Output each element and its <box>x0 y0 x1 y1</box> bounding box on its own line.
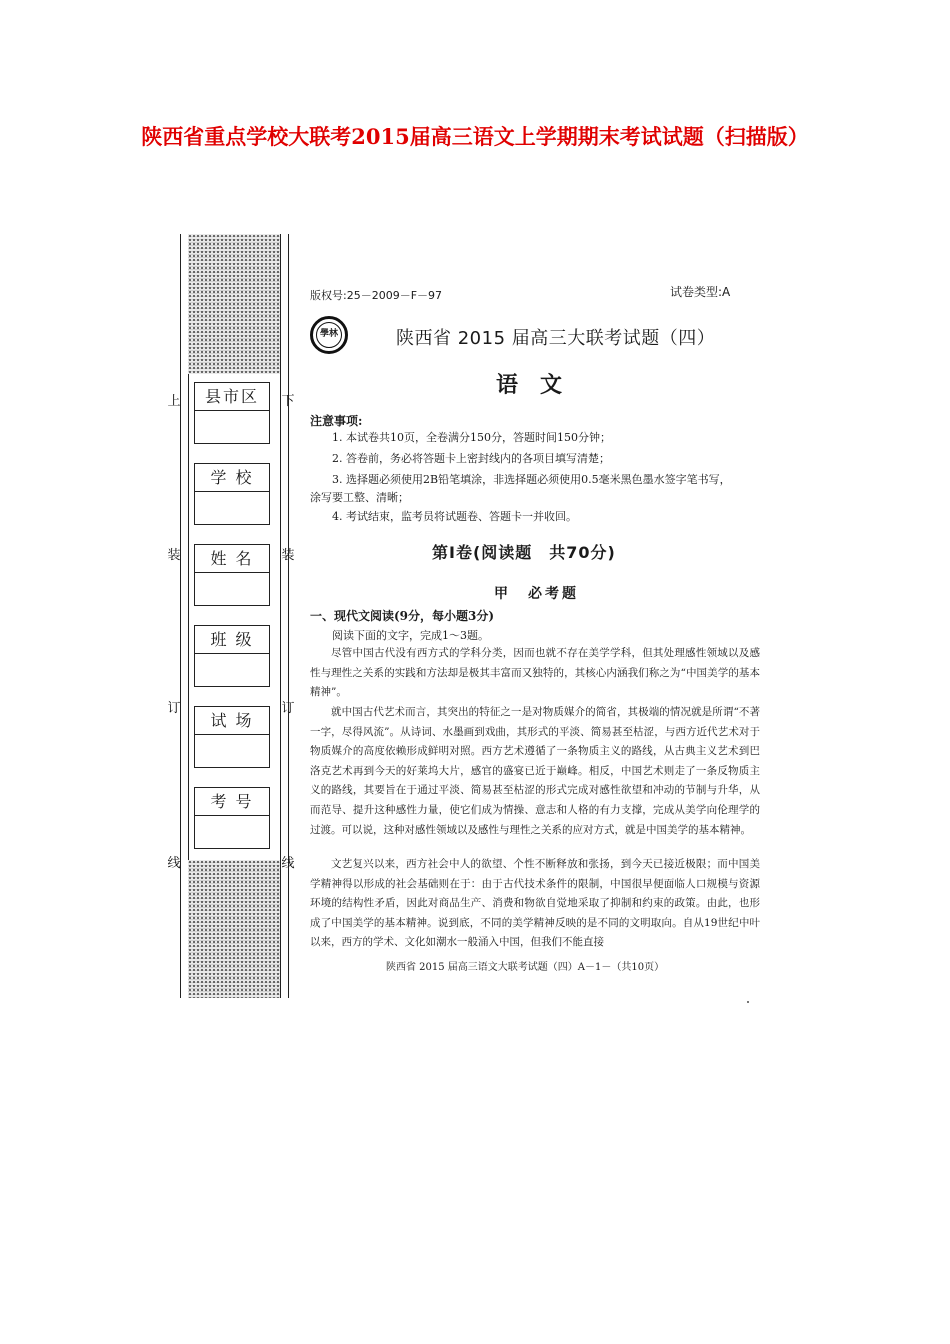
side-label: 装 <box>281 548 295 563</box>
field-county <box>194 382 270 444</box>
note-item: 涂写要工整、清晰； <box>310 491 409 504</box>
binding-pattern-top <box>188 234 280 374</box>
field-school <box>194 463 270 525</box>
paper-type: 试卷类型:A <box>670 285 731 299</box>
binding-line <box>288 234 289 998</box>
seal-text: 學林 <box>316 322 342 348</box>
field-label: 考 号 <box>195 788 269 816</box>
section-title: 第Ⅰ卷(阅读题 共70分) <box>432 543 616 562</box>
field-class <box>194 625 270 687</box>
field-label: 县市区 <box>195 383 269 411</box>
binding-line <box>180 234 181 998</box>
side-label: 订 <box>281 701 295 716</box>
field-label: 姓 名 <box>195 545 269 573</box>
side-label: 上 <box>167 394 181 409</box>
reading-paragraph: 尽管中国古代没有西方式的学科分类，因而也就不存在美学学科，但其处理感性领域以及感性与理性之关系的实践和方法却是极其丰富而又独特的，其核心内涵我们称之为“中国美学的基本精神”。 <box>310 647 760 699</box>
side-label: 下 <box>281 394 295 409</box>
field-exam-room <box>194 706 270 768</box>
binding-line <box>280 234 281 998</box>
page-footer: 陕西省 2015 届高三语文大联考试题（四）A－1－（共10页） <box>386 962 665 973</box>
note-item: 4. 考试结束，监考员将试题卷、答题卡一并收回。 <box>332 510 577 523</box>
scanned-exam-page <box>167 232 770 1002</box>
side-label: 装 <box>167 548 181 563</box>
field-exam-number <box>194 787 270 849</box>
question-heading: 一、现代文阅读(9分，每小题3分) <box>310 609 495 623</box>
side-label: 线 <box>281 856 295 871</box>
document-title: 陕西省重点学校大联考2015届高三语文上学期期末考试试题（扫描版） <box>141 124 809 149</box>
question-instruction: 阅读下面的文字，完成1～3题。 <box>332 629 489 642</box>
note-item: 1. 本试卷共10页，全卷满分150分，答题时间150分钟； <box>332 431 611 444</box>
reading-paragraph: 文艺复兴以来，西方社会中人的欲望、个性不断释放和张扬，到今天已接近极限；而中国美学精神得以形成的社会基础则在于：由于古代技术条件的限制，中国很早便面临人口规模与资源环境的结构性矛盾，因此对商品生产、消费和物欲自觉地采取了抑制和约束的政策。由此，也形成了中国美学的基本精神。说到底，不同的美学精神反映的是不同的文明取向。自从19世纪中叶以来，西方的学术、文化如潮水一般涌入中国，但我们不能直接 <box>310 858 760 949</box>
copyright-number: 版权号:25－2009－F－97 <box>310 289 443 302</box>
section-subtitle: 甲 必考题 <box>494 586 579 602</box>
notes-heading: 注意事项: <box>310 414 363 428</box>
field-label: 试 场 <box>195 707 269 735</box>
reading-paragraph: 就中国古代艺术而言，其突出的特征之一是对物质媒介的简省，其极端的情况就是所谓“不著一字，尽得风流”。从诗词、水墨画到戏曲，其形式的平淡、简易甚至枯涩，与西方近代艺术对于物质媒介的高度依赖形成鲜明对照。西方艺术遵循了一条物质主义的路线，从古典主义艺术到巴洛克艺术再到今天的好莱坞大片，感官的盛宴已近于巅峰。相反，中国艺术则走了一条反物质主义的路线，其要旨在于通过平淡、简易甚至枯涩的形式完成对感性欲望和冲动的节制与升华，从而范导、提升这种感性力量，使它们成为情操、意志和人格的有力支撑，完成从美学向伦理学的过渡。可以说，这种对感性领域以及感性与理性之关系的应对方式，就是中国美学的基本精神。 <box>310 706 760 836</box>
seal-logo <box>310 316 348 354</box>
scan-speck <box>747 1001 749 1003</box>
subject-title: 语文 <box>496 372 585 398</box>
exam-title: 陕西省 2015 届高三大联考试题（四） <box>396 328 716 349</box>
field-name <box>194 544 270 606</box>
field-label: 班 级 <box>195 626 269 654</box>
note-item: 2. 答卷前，务必将答题卡上密封线内的各项目填写清楚； <box>332 452 610 465</box>
side-label: 订 <box>167 701 181 716</box>
note-item: 3. 选择题必须使用2B铅笔填涂，非选择题必须使用0.5毫米黑色墨水签字笔书写， <box>332 473 731 486</box>
field-label: 学 校 <box>195 464 269 492</box>
side-label: 线 <box>167 856 181 871</box>
binding-pattern-bottom <box>188 860 280 998</box>
